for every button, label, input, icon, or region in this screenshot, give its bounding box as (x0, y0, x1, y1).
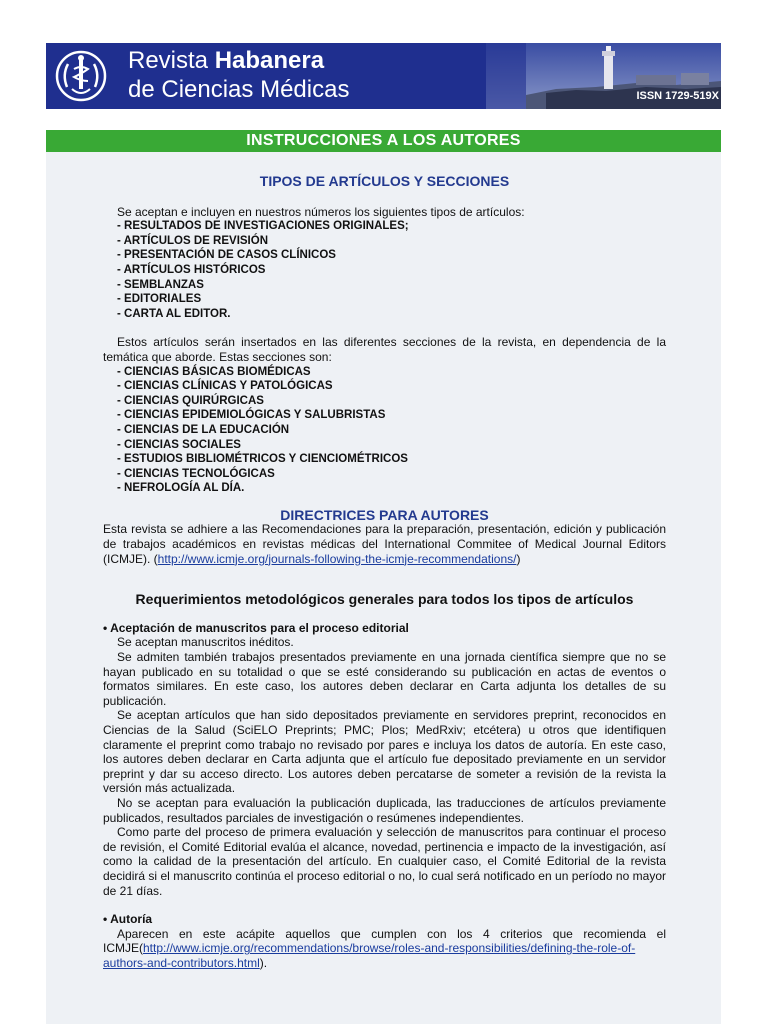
list-item: - NEFROLOGÍA AL DÍA. (117, 482, 245, 495)
list-item: - PRESENTACIÓN DE CASOS CLÍNICOS (117, 249, 336, 262)
aceptacion-p2: Se admiten también trabajos presentados previamente en una jornada científica siempre que no se hayan publicado en su totalidad o que se esté considerando su publicación en actas de eventos o formatos similares. En este caso, los autores deben declarar en Carta adjunta los detalles de su publicación. (103, 650, 666, 708)
list-item: - CIENCIAS QUIRÚRGICAS (117, 394, 264, 407)
list-item: - EDITORIALES (117, 293, 202, 306)
issn-label: ISSN 1729-519X (636, 90, 719, 102)
list-item: - ARTÍCULOS DE REVISIÓN (117, 234, 268, 247)
directrices-heading: DIRECTRICES PARA AUTORES (280, 506, 489, 523)
list-item: - CARTA AL EDITOR. (117, 307, 231, 320)
list-item: - CIENCIAS EPIDEMIOLÓGICAS Y SALUBRISTAS (117, 409, 386, 422)
article-types-list (103, 219, 666, 321)
autoria-title: • Autoría (103, 912, 153, 927)
aceptacion-p5: Como parte del proceso de primera evaluación y selección de manuscritos para continuar el proceso de revisión, el Comité Editorial evalúa el alcance, novedad, pertinencia e impacto de la investigación, así como la calidad de la presentación del artículo. En cualquier caso, el Comité Editorial de la revista decidirá si el manuscrito continúa el proceso editorial o no, lo cual será notificado en un período no mayor de 21 días. (103, 825, 666, 898)
tipos-intro: Se aceptan e incluyen en nuestros números los siguientes tipos de artículos: (117, 204, 525, 219)
requerimientos-heading: Requerimientos metodológicos generales para todos los tipos de artículos (135, 591, 634, 608)
aceptacion-p1: Se aceptan manuscritos inéditos. (117, 635, 294, 650)
list-item: - SEMBLANZAS (117, 278, 204, 291)
list-item: - RESULTADOS DE INVESTIGACIONES ORIGINALES; (117, 220, 409, 233)
list-item: - ESTUDIOS BIBLIOMÉTRICOS Y CIENCIOMÉTRICOS (117, 453, 408, 466)
section-title-bar: INSTRUCCIONES A LOS AUTORES (46, 130, 721, 152)
list-item: - CIENCIAS BÁSICAS BIOMÉDICAS (117, 365, 311, 378)
autoria-text: Aparecen en este acápite aquellos que cumplen con los 4 criterios que recomienda el ICMJE(http://www.icmje.org/recommendations/browse/roles-and-responsibilities/defining-the-role-of-authors-and-contributors.html). (103, 926, 666, 970)
journal-title-line1: Revista Habanera (128, 47, 325, 74)
icmje-journals-link[interactable]: http://www.icmje.org/journals-following-the-icmje-recommendations/ (157, 551, 517, 566)
list-item: - ARTÍCULOS HISTÓRICOS (117, 263, 266, 276)
directrices-text: Esta revista se adhiere a las Recomendaciones para la preparación, presentación, edición y publicación de trabajos académicos en revistas médicas del International Commitee of Medical Journal Editors (ICMJE). (http://www.icmje.org/journals-following-the-icmje-recommendations/) (103, 522, 666, 566)
aceptacion-p4: No se aceptan para evaluación la publicación duplicada, las traducciones de artículos previamente publicados, resultados parciales de investigación o resúmenes independientes. (103, 795, 666, 825)
instructions-panel (46, 130, 721, 1024)
list-item: - CIENCIAS DE LA EDUCACIÓN (117, 423, 290, 436)
list-item: - CIENCIAS TECNOLÓGICAS (117, 467, 275, 480)
sections-list (103, 365, 666, 496)
aceptacion-p3: Se aceptan artículos que han sido depositados previamente en servidores preprint, reconocidos en Ciencias de la Salud (SciELO Preprints; PMC; Plos; MedRxiv; etcétera) u otros que identifiquen claramente el preprint como trabajo no revisado por pares e incluya los datos de autoría. En este caso, los autores deben declarar en Carta adjunta que el artículo fue depositado previamente en un servidor preprint y dar su acceso directo. Los autores deben percatarse de someter a revisión de la revista la versión más actualizada. (103, 708, 666, 796)
journal-emblem-icon (52, 47, 110, 105)
list-item: - CIENCIAS CLÍNICAS Y PATOLÓGICAS (117, 380, 333, 393)
instructions-content (103, 174, 666, 971)
icmje-authorship-link[interactable]: http://www.icmje.org/recommendations/browse/roles-and-responsibilities/defining-the-role-of-authors-and-contributors.html (103, 941, 636, 970)
tipos-heading: TIPOS DE ARTÍCULOS Y SECCIONES (259, 173, 510, 189)
journal-title-line2: de Ciencias Médicas (128, 76, 350, 103)
aceptacion-title: • Aceptación de manuscritos para el proceso editorial (103, 620, 409, 635)
secciones-intro: Estos artículos serán insertados en las diferentes secciones de la revista, en dependencia de la temática que aborde. Estas secciones son: (103, 335, 666, 364)
journal-banner (46, 43, 721, 109)
list-item: - CIENCIAS SOCIALES (117, 438, 241, 451)
